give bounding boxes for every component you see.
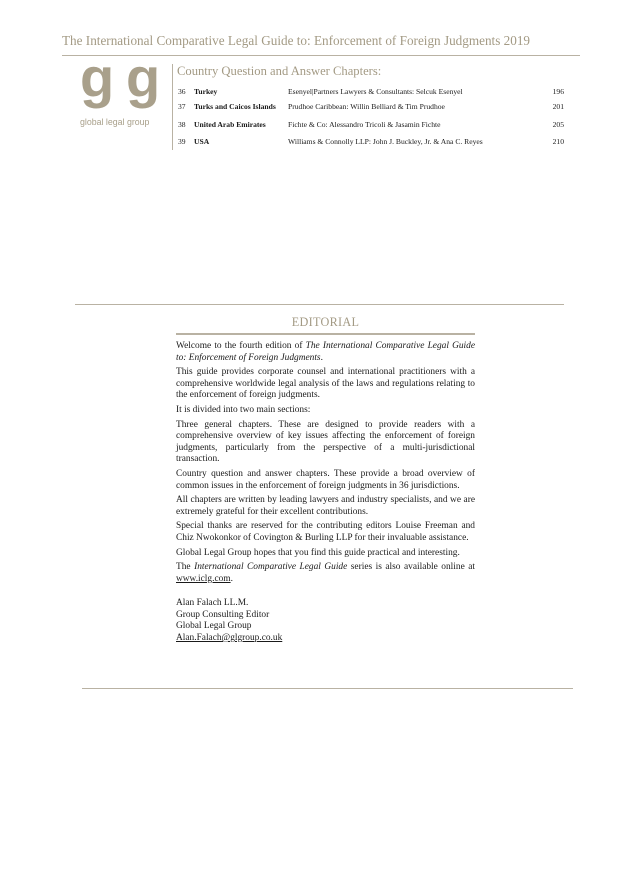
paragraph-text: series is also available online at — [347, 562, 476, 573]
chapter-country: United Arab Emirates — [194, 120, 266, 129]
paragraph-text: . — [320, 352, 323, 363]
chapter-number: 38 — [178, 120, 186, 129]
editorial-paragraph: Country question and answer chapters. These provide a broad overview of common issues in the enforcement of foreign judgments in 36 jurisdictions. — [176, 468, 475, 491]
logo-letter-g-left: g — [80, 46, 115, 109]
chapter-page: 205 — [552, 120, 564, 129]
chapter-row[interactable] — [178, 137, 564, 149]
vertical-divider — [172, 64, 173, 150]
editor-organization: Global Legal Group — [176, 621, 252, 632]
editorial-paragraph: All chapters are written by leading lawyers and industry specialists, and we are extremely grateful for their excellent contributions. — [176, 495, 475, 517]
website-link[interactable]: www.iclg.com — [176, 573, 231, 584]
editorial-heading: EDITORIAL — [291, 315, 360, 329]
chapter-author: Esenyel|Partners Lawyers & Consultants: Selcuk Esenyel — [288, 87, 463, 96]
chapter-country: USA — [194, 137, 210, 146]
editorial-body — [176, 341, 475, 645]
chapter-number: 39 — [178, 137, 186, 146]
chapters-title: Country Question and Answer Chapters: — [177, 64, 382, 78]
chapter-country: Turks and Caicos Islands — [194, 102, 276, 111]
running-head: The International Comparative Legal Guide to: Enforcement of Foreign Judgments 2019 — [62, 33, 531, 48]
editor-signature — [176, 598, 475, 644]
guide-title: The International Comparative Legal Guide to: Enforcement of Foreign Judgments — [176, 341, 475, 363]
chapter-author: Prudhoe Caribbean: Willin Belliard & Tim Prudhoe — [288, 102, 445, 111]
editorial-paragraph: This guide provides corporate counsel and international practitioners with a comprehensive worldwide legal analysis of the laws and regulations relating to the enforcement of foreign judgments. — [176, 367, 475, 401]
logo-caption: global legal group — [80, 117, 150, 127]
chapter-author: Williams & Connolly LLP: John J. Buckley, Jr. & Ana C. Reyes — [288, 137, 483, 146]
chapter-page: 196 — [552, 87, 564, 96]
editorial-paragraph: Global Legal Group hopes that you find this guide practical and interesting. — [176, 547, 460, 558]
series-title: International Comparative Legal Guide — [194, 562, 348, 573]
bottom-divider — [82, 688, 573, 689]
chapter-row[interactable] — [178, 102, 564, 114]
logo-letter-g-right: g — [126, 46, 161, 109]
chapter-row[interactable] — [178, 87, 564, 99]
paragraph-text: . — [230, 573, 233, 584]
chapter-number: 37 — [178, 102, 186, 111]
editor-email-link[interactable]: Alan.Falach@glgroup.co.uk — [176, 633, 283, 644]
editor-role: Group Consulting Editor — [176, 609, 270, 620]
global-legal-group-logo — [80, 46, 164, 136]
editorial-paragraph: Special thanks are reserved for the contributing editors Louise Freeman and Chiz Nwokonkor of Covington & Burling LLP for their invaluable assistance. — [176, 521, 475, 543]
chapter-author: Fichte & Co: Alessandro Tricoli & Jasamin Fichte — [288, 120, 441, 129]
section-divider — [75, 304, 564, 305]
chapter-number: 36 — [178, 87, 186, 96]
chapter-page: 201 — [552, 102, 564, 111]
editorial-underline — [176, 333, 475, 335]
paragraph-text: Welcome to the fourth edition of — [176, 341, 306, 351]
chapter-page: 210 — [552, 137, 564, 146]
paragraph-text: The — [176, 562, 195, 573]
chapter-country: Turkey — [194, 87, 218, 96]
editorial-paragraph: Three general chapters. These are designed to provide readers with a comprehensive overview of key issues affecting the enforcement of foreign judgments, particularly from the perspective of a multi-jurisdictional transaction. — [176, 419, 475, 465]
chapter-row[interactable] — [178, 120, 564, 132]
editorial-paragraph — [176, 562, 475, 585]
editor-name: Alan Falach LL.M. — [176, 598, 249, 609]
editorial-paragraph: It is divided into two main sections: — [176, 404, 311, 415]
editorial-paragraph — [176, 341, 475, 364]
